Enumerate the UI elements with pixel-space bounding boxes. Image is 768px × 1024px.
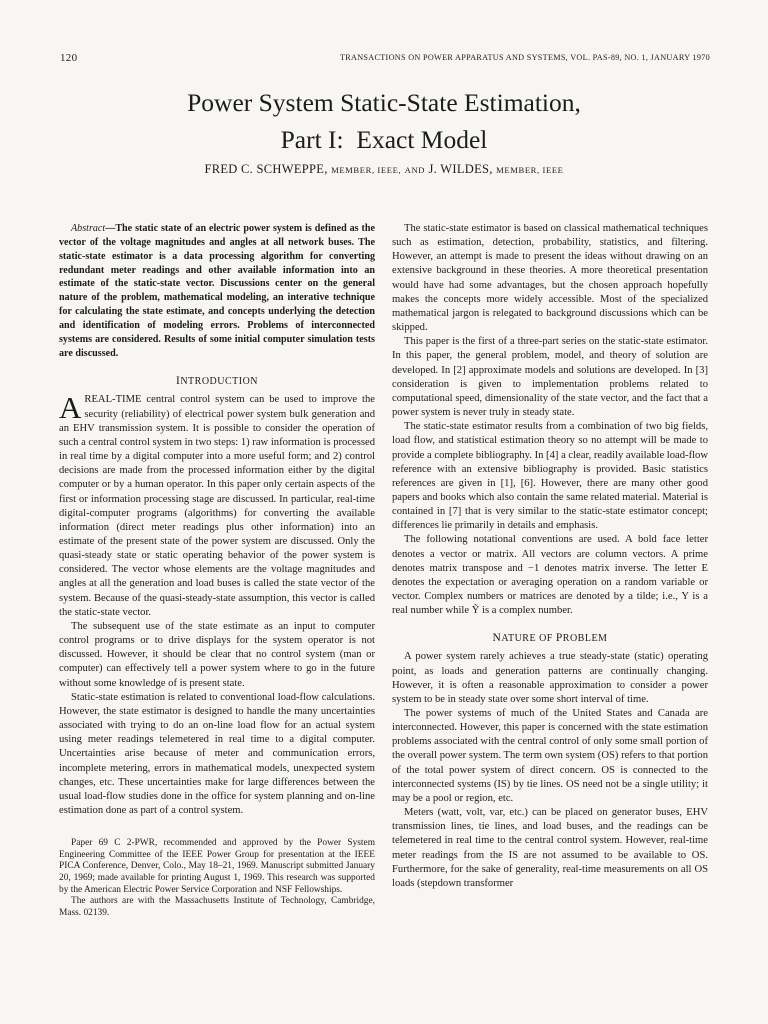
nature-of-problem-heading: NATURE OF PROBLEM <box>492 632 608 645</box>
footnote <box>59 838 375 919</box>
nature-paragraph-2: The power systems of much of the United States and Canada are interconnected. However, this paper is concerned with the state estimation problems associated with the central control of only some small portion of the overall power system. The term own system (OS) refers to that portion of the total power system of direct concern. OS is connected to the interconnected systems (IS) by tie lines. OS need not be a single utility; it may be a pool or region, etc. <box>392 708 708 804</box>
nature-paragraph-3: Meters (watt, volt, var, etc.) can be placed on generator buses, EHV transmission lines, tie lines, and load buses, and the readings can be telemetered in real time to the central control system. However, real-time meter readings from the IS are not assumed to be available to OS. Furthermore, for the sake of generality, real-time measurements on all OS loads (stepdown transformer <box>392 807 708 889</box>
right-paragraph-4: The following notational conventions are used. A bold face letter denotes a vector or matrix. All vectors are column vectors. A prime denotes matrix transpose and −1 denotes matrix inverse. The letter E denotes the expectation or averaging operation on a random variable or vector. Complex numbers or matrices are denoted by a tilde; i.e., Y is a real number while Ỹ is a complex number. <box>392 534 708 617</box>
right-paragraph-1: The static-state estimator is based on classical mathematical techniques such as estimation, detection, probability, statistics, and filtering. However, an attempt is made to present the ideas without drawing on an extensive background in these theories. A more theoretical presentation would have had some advantages, but the chosen approach hopefully makes the concepts more widely accessible. Most of the specialized mathematical jargon is relegated to background discussions which can be skipped. <box>392 223 708 334</box>
journal-citation: TRANSACTIONS ON POWER APPARATUS AND SYSTEMS, VOL. PAS-89, NO. 1, JANUARY 1970 <box>339 53 710 62</box>
footnote-affiliation: The authors are with the Massachusetts Institute of Technology, Cambridge, Mass. 02139. <box>59 896 375 918</box>
left-column <box>59 222 375 919</box>
title-line-2: Part I: Exact Model <box>280 125 488 154</box>
nature-paragraph-1: A power system rarely achieves a true steady-state (static) operating point, as loads and generation patterns are continually changing. However, it is often a reasonable approximation to consider a power system to be in steady state over some short interval of time. <box>392 651 708 705</box>
paper-title <box>0 84 768 158</box>
title-line-1: Power System Static-State Estimation, <box>187 88 581 117</box>
abstract-text: —The static state of an electric power system is defined as the vector of the voltage magnitudes and angles at all network buses. The static-state estimator is a data processing algorithm for converting redundant meter readings and other available information into an estimate of the static-state vector. Discussions center on the general nature of the problem, mathematical modeling, an interative technique for calculating the state estimate, and concepts underlying the detection and identification of modeling errors. Problems of interconnected systems are considered. Results of some initial computer simulation tests are discussed. <box>59 223 375 359</box>
abstract <box>59 222 375 360</box>
abstract-label: Abstract <box>71 223 106 234</box>
right-paragraph-3: The static-state estimator results from a combination of two big fields, load flow, and statistical estimation theory so no attempt will be made to provide a complete bibliography. In [4] a clear, readily available load-flow reference with an extensive bibliography is provided. Basic statistics references are given in [1], [6]. However, there are many other good papers and books which also contain the same related material. Material is contained in [7] that is very similar to the static-state estimator concept; differences lie primarily in details and emphasis. <box>392 421 708 532</box>
intro-paragraph-2: The subsequent use of the state estimate as an input to computer control programs or to drive displays for the system operator is not discussed. However, it should be clear that no control system (man or computer) can effectively tell a power system where to go in the future without some knowledge of is present state. <box>59 620 375 689</box>
author-conjunction: AND <box>404 165 426 175</box>
intro-paragraph-3: Static-state estimation is related to conventional load-flow calculations. However, the state estimator is designed to handle the many uncertainties associated with trying to do an on-line load flow for an actual system using meter readings telemetered in real time to a digital computer. Uncertainties arise because of meter and communication errors, incomplete metering, errors in mathematical models, unexpected system changes, etc. These uncertainties make for large differences between the usual load-flow studies done in the office for system planning and on-line estimation done as part of a control system. <box>59 691 375 816</box>
intro-paragraph-1: AREAL-TIME central control system can be used to improve the security (reliability) of electrical power system bulk generation and an EHV transmission system. It is possible to consider the operation of such a central control system in two steps: 1) raw information is processed in real time by a digital computer into a more useful form; and 2) control decisions are made from the processed information either by the digital computer or by a human operator. In this paper only certain aspects of the first or information processing stage are discussed. In particular, real-time digital-computer programs (algorithms) for converting the available information (direct meter readings plus other information) into an estimate of the present state of the power system are discussed. Only the quasi-steady state or static operating behavior of the power system is considered. The vector whose elements are the voltage magnitudes and angles at all the generation and load buses is called the state vector of the system. Because of the quasi-steady-state assumption, this vector is called the static-state vector. <box>59 390 375 618</box>
author-line <box>0 161 768 178</box>
author-2-name: J. WILDES, <box>428 162 493 176</box>
author-1-affiliation: MEMBER, IEEE, <box>331 165 402 175</box>
page-number: 120 <box>60 52 78 64</box>
author-1-name: FRED C. SCHWEPPE, <box>204 162 328 176</box>
right-column <box>392 222 708 891</box>
author-2-affiliation: MEMBER, IEEE <box>496 165 564 175</box>
introduction-heading: INTRODUCTION <box>175 375 259 388</box>
footnote-paper-info: Paper 69 C 2-PWR, recommended and approved by the Power System Engineering Committee of the IEEE Power Group for presentation at the IEEE PICA Conference, Denver, Colo., May 18–21, 1969. Manuscript submitted January 20, 1969; made available for printing August 1, 1969. This research was supported by the American Electric Power Service Corporation and NSF Fellowships. <box>59 838 375 895</box>
right-paragraph-2: This paper is the first of a three-part series on the static-state estimator. In this paper, the general problem, model, and theory of solution are developed. In [2] approximate models and solutions are developed. In [3] consideration is given to implementation problems related to computational speed, dimensionality of the state vector, and the fact that a power system is never truly in steady state. <box>392 336 708 419</box>
drop-cap: A <box>59 390 82 426</box>
